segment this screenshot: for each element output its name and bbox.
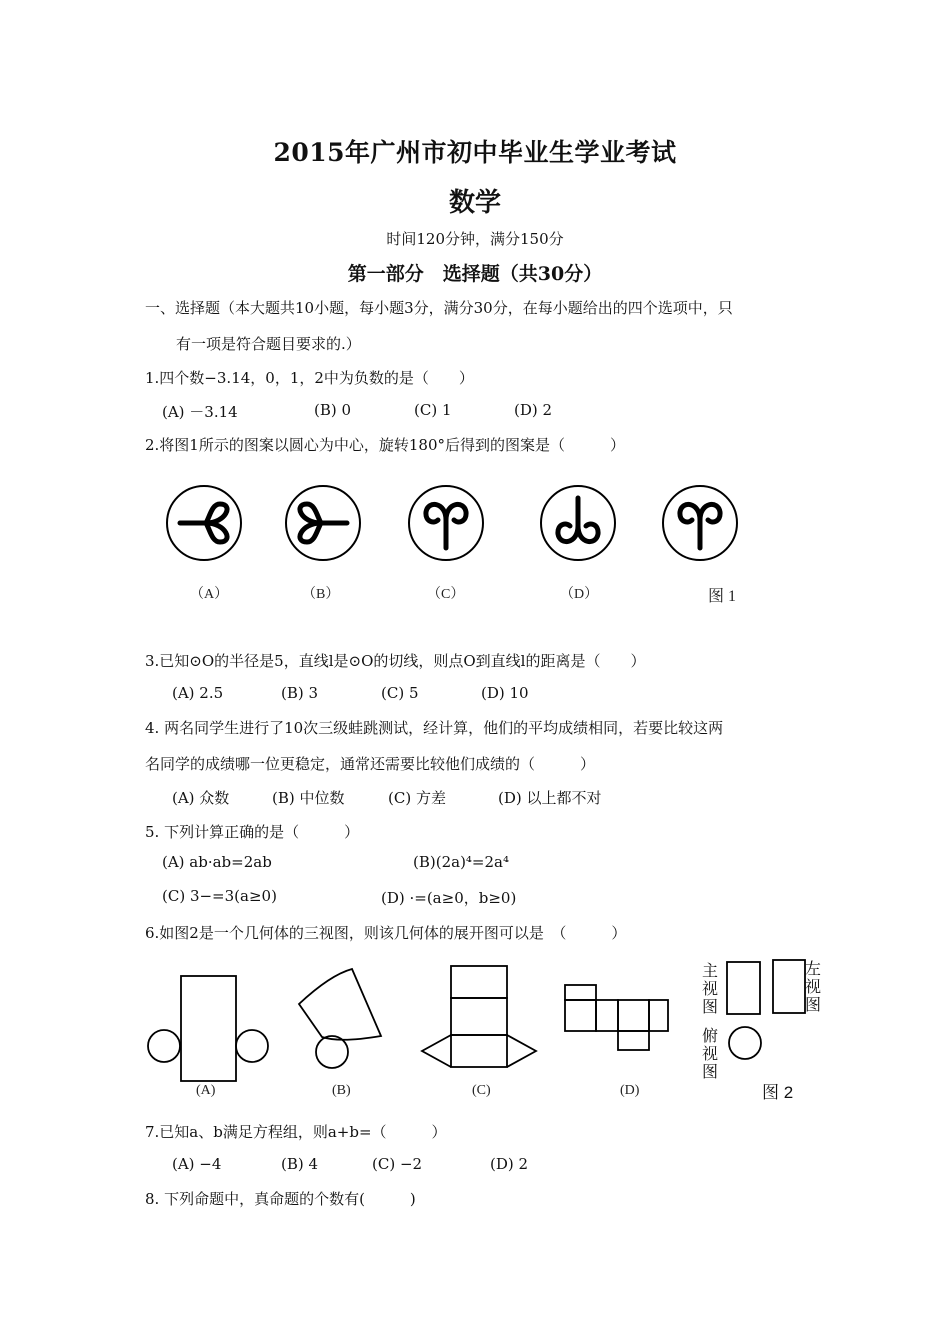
side-view-label: 左视图 <box>804 959 821 1014</box>
net-d-square-5 <box>649 1000 668 1031</box>
question-6-stem: 6.如图2是一个几何体的三视图，则该几何体的展开图可以是 （ ） <box>145 924 627 942</box>
net-c-right-triangle <box>507 1035 536 1067</box>
figure-1-rotation-patterns <box>0 470 950 580</box>
question-3-option-c: (C) 5 <box>381 684 419 702</box>
net-c-face-3 <box>451 1035 507 1067</box>
net-d-square-3 <box>596 1000 618 1031</box>
side-view-rect <box>773 960 805 1013</box>
net-b-sector <box>299 969 381 1040</box>
exam-title: 2015年广州市初中毕业生学业考试 <box>273 138 677 167</box>
net-b-circle <box>316 1036 348 1068</box>
net-a-rectangle <box>181 976 236 1081</box>
question-7-option-c: (C) −2 <box>372 1155 423 1173</box>
figure-1-caption: 图 1 <box>708 588 737 605</box>
instructions-line-2: 有一项是符合题目要求的.） <box>176 335 361 353</box>
top-view-circle <box>729 1027 761 1059</box>
pattern-c-glyph <box>426 504 466 548</box>
question-1-stem: 1.四个数−3.14，0，1，2中为负数的是（ ） <box>145 369 474 387</box>
question-4-stem-line-2: 名同学的成绩哪一位更稳定，通常还需要比较他们成绩的（ ） <box>145 755 596 773</box>
subject-title: 数学 <box>448 188 501 218</box>
net-c-left-triangle <box>422 1035 451 1067</box>
pattern-fig1-glyph <box>680 504 720 548</box>
net-c-face-1 <box>451 966 507 998</box>
question-1-option-a: (A) －3.14 <box>162 403 238 421</box>
figure-2-label-d: (D) <box>620 1083 640 1098</box>
question-4-option-c: (C) 方差 <box>388 789 446 807</box>
question-4-option-b: (B) 中位数 <box>272 789 345 807</box>
figure-1-label-c: （C） <box>427 587 465 602</box>
net-d-square-2 <box>565 1000 596 1031</box>
net-a-left-circle <box>148 1030 180 1062</box>
question-2-stem: 2.将图1所示的图案以圆心为中心，旋转180°后得到的图案是（ ） <box>145 436 625 454</box>
top-view-label: 俯视图 <box>701 1026 718 1081</box>
front-view-rect <box>727 962 760 1014</box>
net-d-square-1 <box>565 985 596 1000</box>
question-4-stem-line-1: 4. 两名同学生进行了10次三级蛙跳测试，经计算，他们的平均成绩相同，若要比较这两 <box>145 719 724 737</box>
net-a-right-circle <box>236 1030 268 1062</box>
question-3-stem: 3.已知⊙O的半径是5，直线l是⊙O的切线，则点O到直线l的距离是（ ） <box>145 652 646 670</box>
question-1-option-d: (D) 2 <box>514 401 553 419</box>
time-info: 时间120分钟，满分150分 <box>386 230 564 248</box>
net-c-face-2 <box>451 998 507 1035</box>
figure-1-label-a: （A） <box>190 587 229 602</box>
question-5-option-a: (A) ab·ab=2ab <box>162 853 272 871</box>
pattern-b-glyph <box>300 504 347 542</box>
figure-1-label-b: （B） <box>302 587 340 602</box>
figure-2-label-a: (A) <box>196 1083 216 1098</box>
question-7-stem: 7.已知a、b满足方程组，则a+b=（ ） <box>145 1123 447 1141</box>
question-3-option-d: (D) 10 <box>481 684 529 702</box>
figure-2-caption: 图 2 <box>762 1083 794 1102</box>
pattern-d-glyph <box>558 498 598 542</box>
question-7-option-d: (D) 2 <box>490 1155 529 1173</box>
net-d-square-4 <box>618 1000 649 1031</box>
question-5-option-d: (D) ·=(a≥0，b≥0) <box>381 889 517 907</box>
question-4-option-d: (D) 以上都不对 <box>498 789 602 807</box>
question-1-option-c: (C) 1 <box>414 401 452 419</box>
figure-2-label-b: (B) <box>332 1083 351 1098</box>
part-title: 第一部分 选择题（共30分） <box>347 263 603 285</box>
question-7-option-a: (A) −4 <box>172 1155 222 1173</box>
figure-1-label-d: （D） <box>560 587 599 602</box>
question-8-stem: 8. 下列命题中，真命题的个数有( ) <box>145 1190 416 1208</box>
pattern-a-glyph <box>180 504 227 542</box>
question-7-option-b: (B) 4 <box>281 1155 319 1173</box>
instructions-line-1: 一、选择题（本大题共10小题，每小题3分，满分30分，在每小题给出的四个选项中，只 <box>145 299 733 317</box>
question-5-option-c: (C) 3−=3(a≥0) <box>162 887 277 905</box>
question-3-option-a: (A) 2.5 <box>172 684 224 702</box>
question-1-option-b: (B) 0 <box>314 401 352 419</box>
question-5-stem: 5. 下列计算正确的是（ ） <box>145 823 360 841</box>
question-5-option-b: (B)(2a)⁴=2a⁴ <box>413 853 509 871</box>
question-4-option-a: (A) 众数 <box>172 789 230 807</box>
figure-2-label-c: (C) <box>472 1083 491 1098</box>
question-3-option-b: (B) 3 <box>281 684 319 702</box>
front-view-label: 主视图 <box>701 961 718 1016</box>
net-d-square-6 <box>618 1031 649 1050</box>
